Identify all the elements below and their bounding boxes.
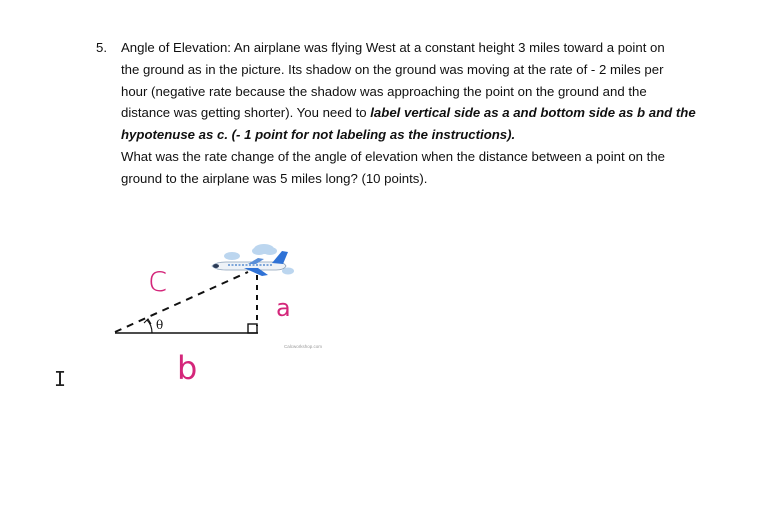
problem-number: 5.: [96, 40, 107, 55]
text-cursor-icon: I: [54, 367, 67, 391]
problem-line-6: What was the rate change of the angle of elevation when the distance between a point on the: [121, 148, 665, 164]
airplane-icon: [212, 251, 288, 276]
problem-line-3: hour (negative rate because the shadow was approaching the point on the ground and the: [121, 83, 647, 99]
watermark: Calcworkshop.com: [284, 344, 323, 349]
problem-line-1: Angle of Elevation: An airplane was flying West at a constant height 3 miles toward a point on: [121, 40, 665, 55]
problem-line-4-plain: distance was getting shorter). You need to: [121, 105, 371, 121]
theta-symbol: θ: [156, 318, 164, 332]
angle-arrow: [144, 319, 151, 324]
label-c: c: [148, 259, 168, 300]
hypotenuse-line: [115, 272, 248, 332]
label-a: a: [276, 294, 291, 322]
right-angle-mark: [248, 324, 257, 333]
labeling-penalty: hypotenuse as c. (- 1 point for not labeling as the instructions).: [121, 127, 516, 143]
labeling-instruction: label vertical side as a and bottom side as b and the: [370, 105, 696, 121]
problem-line-2: the ground as in the picture. Its shadow on the ground was moving at the rate of - 2 miles per: [121, 61, 664, 77]
label-b: b: [177, 349, 198, 387]
problem-line-7: ground to the airplane was 5 miles long? (10 points).: [121, 170, 428, 186]
